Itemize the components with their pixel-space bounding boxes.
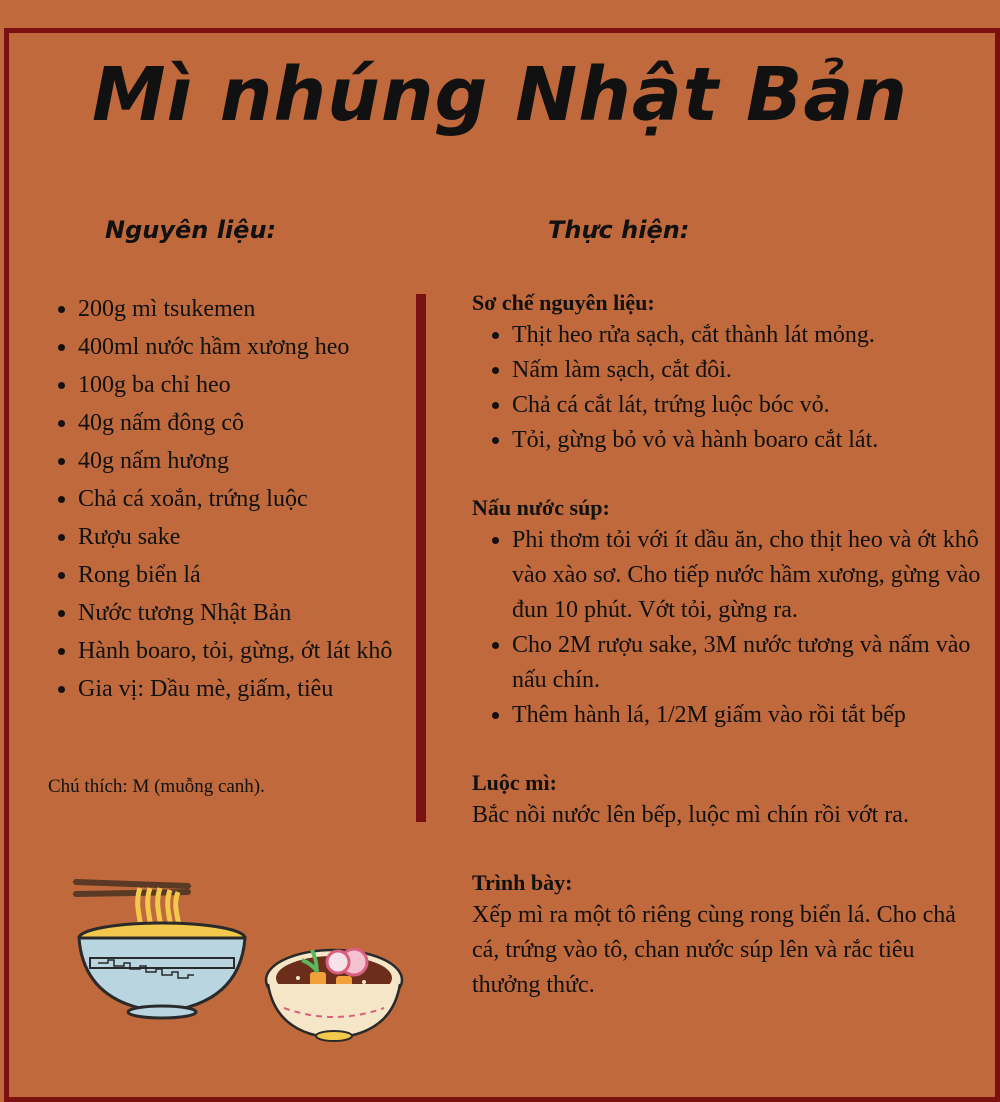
ingredients-heading: Nguyên liệu: [105,216,277,244]
serve-text: Xếp mì ra một tô riêng cùng rong biển lá. Cho chả cá, trứng vào tô, chan nước súp lên và rắc tiêu thưởng thức. [472,902,956,998]
list-item: • Gia vị: Dầu mè, giấm, tiêu [78,670,428,708]
steps-heading: Thực hiện: [548,216,690,244]
prep-heading: Sơ chế nguyên liệu: [472,290,655,315]
list-item: • Hành boaro, tỏi, gừng, ớt lát khô [78,632,428,670]
list-item: • Nước tương Nhật Bản [78,594,428,632]
list-item: • Cho 2M rượu sake, 3M nước tương và nấm vào nấu chín. [512,628,982,698]
column-divider [416,294,426,822]
list-item: • Thêm hành lá, 1/2M giấm vào rồi tắt bếp [512,698,982,733]
footnote: Chú thích: M (muỗng canh). [48,776,265,797]
ingredients-list [48,290,428,708]
list-item: • Rượu sake [78,518,428,556]
noodles-section [472,768,982,833]
soup-heading: Nấu nước súp: [472,495,610,520]
list-item: • Nấm làm sạch, cắt đôi. [512,353,982,388]
noodles-text: Bắc nồi nước lên bếp, luộc mì chín rồi vớt ra. [472,802,909,828]
steps-column [472,288,982,1038]
list-item: • 200g mì tsukemen [78,290,428,328]
list-item: • 40g nấm hương [78,442,428,480]
list-item: • Chả cá cắt lát, trứng luộc bóc vỏ. [512,388,982,423]
list-item: • Thịt heo rửa sạch, cắt thành lát mỏng. [512,318,982,353]
page-title: Mì nhúng Nhật Bản [92,52,908,138]
list-item: • Chả cá xoắn, trứng luộc [78,480,428,518]
list-item: • Tỏi, gừng bỏ vỏ và hành boaro cắt lát. [512,423,982,458]
list-item: • 400ml nước hầm xương heo [78,328,428,366]
serve-section [472,868,982,1003]
soup-section [472,493,982,733]
list-item: • Phi thơm tỏi với ít dầu ăn, cho thịt heo và ớt khô vào xào sơ. Cho tiếp nước hầm xương, gừng vào đun 10 phút. Vớt tỏi, gừng ra. [512,523,982,628]
list-item: • 100g ba chỉ heo [78,366,428,404]
serve-heading: Trình bày: [472,870,573,895]
prep-section [472,288,982,458]
list-item: • 40g nấm đông cô [78,404,428,442]
soup-bowl-icon [262,942,407,1047]
noodle-bowl-icon [70,872,255,1027]
noodles-heading: Luộc mì: [472,770,557,795]
list-item: • Rong biển lá [78,556,428,594]
